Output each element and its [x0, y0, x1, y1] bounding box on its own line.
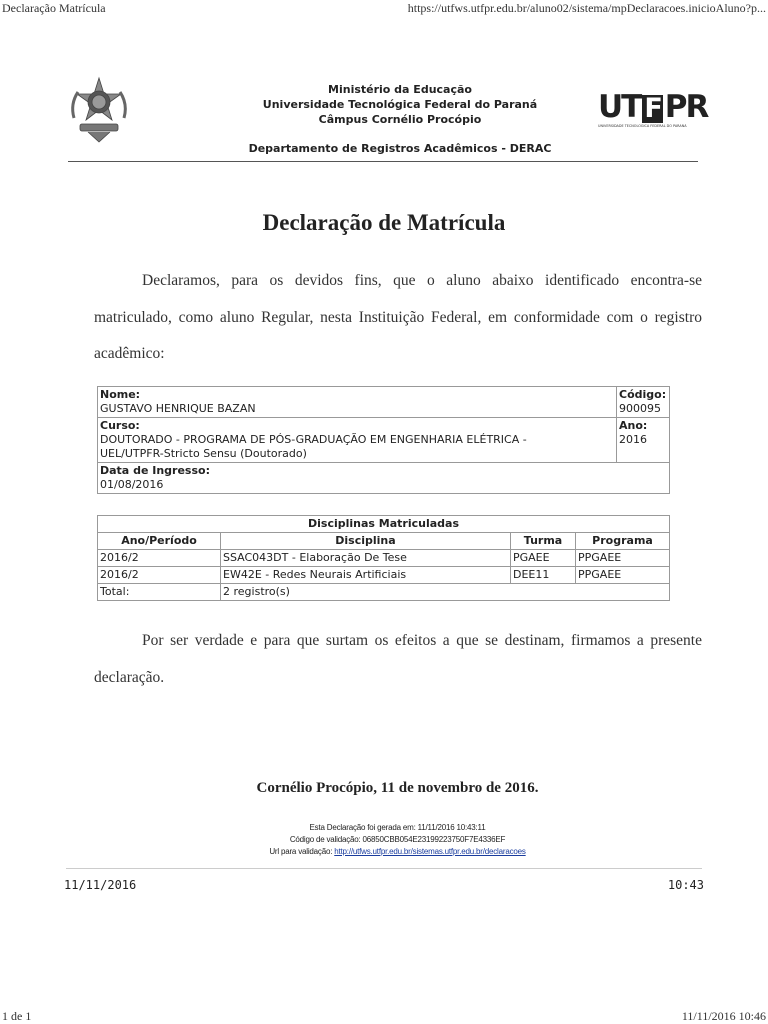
print-header-title: Declaração Matrícula [2, 1, 106, 15]
university-name: Universidade Tecnológica Federal do Paraná [262, 98, 538, 111]
coat-of-arms-icon [66, 74, 132, 146]
intro-paragraph: Declaramos, para os devidos fins, que o aluno abaixo identificado encontra-se matriculado, como aluno Regular, nesta Instituição Federal, em conformidade com o registro acadêmico: [94, 272, 702, 362]
column-header: Turma [511, 533, 576, 550]
entry-date-cell [98, 463, 670, 494]
course-line-2: UEL/UTPFR-Stricto Sensu (Doutorado) [100, 447, 307, 460]
page-time: 10:43 [667, 878, 704, 892]
discipline-cell: SSAC043DT - Elaboração De Tese [221, 550, 511, 567]
enrollment-year: 2016 [619, 433, 647, 446]
table-row [98, 550, 670, 567]
campus-name: Câmpus Cornélio Procópio [318, 113, 482, 126]
ministry-name: Ministério da Educação [328, 83, 472, 96]
bottom-divider [66, 868, 702, 869]
column-header: Programa [576, 533, 670, 550]
code-label: Código: [619, 388, 667, 401]
student-code: 900095 [619, 402, 661, 415]
student-name: GUSTAVO HENRIQUE BAZAN [100, 402, 256, 415]
page-date: 11/11/2016 [64, 878, 137, 892]
department-name: Departamento de Registros Acadêmicos - DERAC [248, 142, 552, 155]
discipline-cell: EW42E - Redes Neurais Artificiais [221, 567, 511, 584]
entry-date-label: Data de Ingresso: [100, 464, 210, 477]
code-cell [617, 387, 670, 418]
program-cell: PPGAEE [576, 567, 670, 584]
print-footer-datetime: 11/11/2016 10:46 [681, 1009, 766, 1023]
logo-text-f: F [644, 93, 661, 124]
name-cell [98, 387, 617, 418]
validation-url-line [0, 847, 768, 856]
logo-text-ut: UT [598, 89, 641, 125]
entry-date: 01/08/2016 [100, 478, 164, 491]
class-cell: PGAEE [511, 550, 576, 567]
validation-code: Código de validação: 06850CBB054E23199223750F7E4336EF [289, 835, 506, 844]
validation-url-label: Url para validação: [269, 847, 335, 856]
city-date: Cornélio Procópio, 11 de novembro de 2016. [256, 780, 539, 796]
generated-timestamp: Esta Declaração foi gerada em: 11/11/2016 10:43:11 [309, 823, 486, 832]
logo-subtitle: UNIVERSIDADE TECNOLÓGICA FEDERAL DO PARANÁ [598, 124, 687, 128]
student-info-table [97, 386, 670, 494]
validation-url-link[interactable]: http://utfws.utfpr.edu.br/sistemas.utfpr.edu.br/declaracoes [334, 847, 526, 856]
program-cell: PPGAEE [576, 550, 670, 567]
course-label: Curso: [100, 419, 140, 432]
utfpr-logo [598, 89, 708, 132]
document-title: Declaração de Matrícula [262, 210, 506, 235]
total-row [98, 584, 670, 601]
period-cell: 2016/2 [98, 550, 221, 567]
logo-text-pr: PR [664, 89, 708, 125]
disciplines-caption: Disciplinas Matriculadas [98, 516, 670, 533]
column-header: Ano/Período [98, 533, 221, 550]
course-cell [98, 418, 617, 463]
disciplines-table [97, 515, 670, 601]
course-line-1: DOUTORADO - PROGRAMA DE PÓS-GRADUAÇÃO EM ENGENHARIA ELÉTRICA - [100, 433, 527, 446]
period-cell: 2016/2 [98, 567, 221, 584]
year-label: Ano: [619, 419, 648, 432]
print-footer-page: 1 de 1 [2, 1009, 32, 1023]
column-header: Disciplina [221, 533, 511, 550]
year-cell [617, 418, 670, 463]
table-row [98, 567, 670, 584]
name-label: Nome: [100, 388, 141, 401]
class-cell: DEE11 [511, 567, 576, 584]
closing-paragraph: Por ser verdade e para que surtam os efeitos a que se destinam, firmamos a presente declaração. [94, 632, 702, 686]
header-divider [68, 161, 698, 162]
print-header-url: https://utfws.utfpr.edu.br/aluno02/sistema/mpDeclaracoes.inicioAluno?p... [407, 1, 766, 15]
total-value: 2 registro(s) [221, 584, 670, 601]
total-label: Total: [98, 584, 221, 601]
